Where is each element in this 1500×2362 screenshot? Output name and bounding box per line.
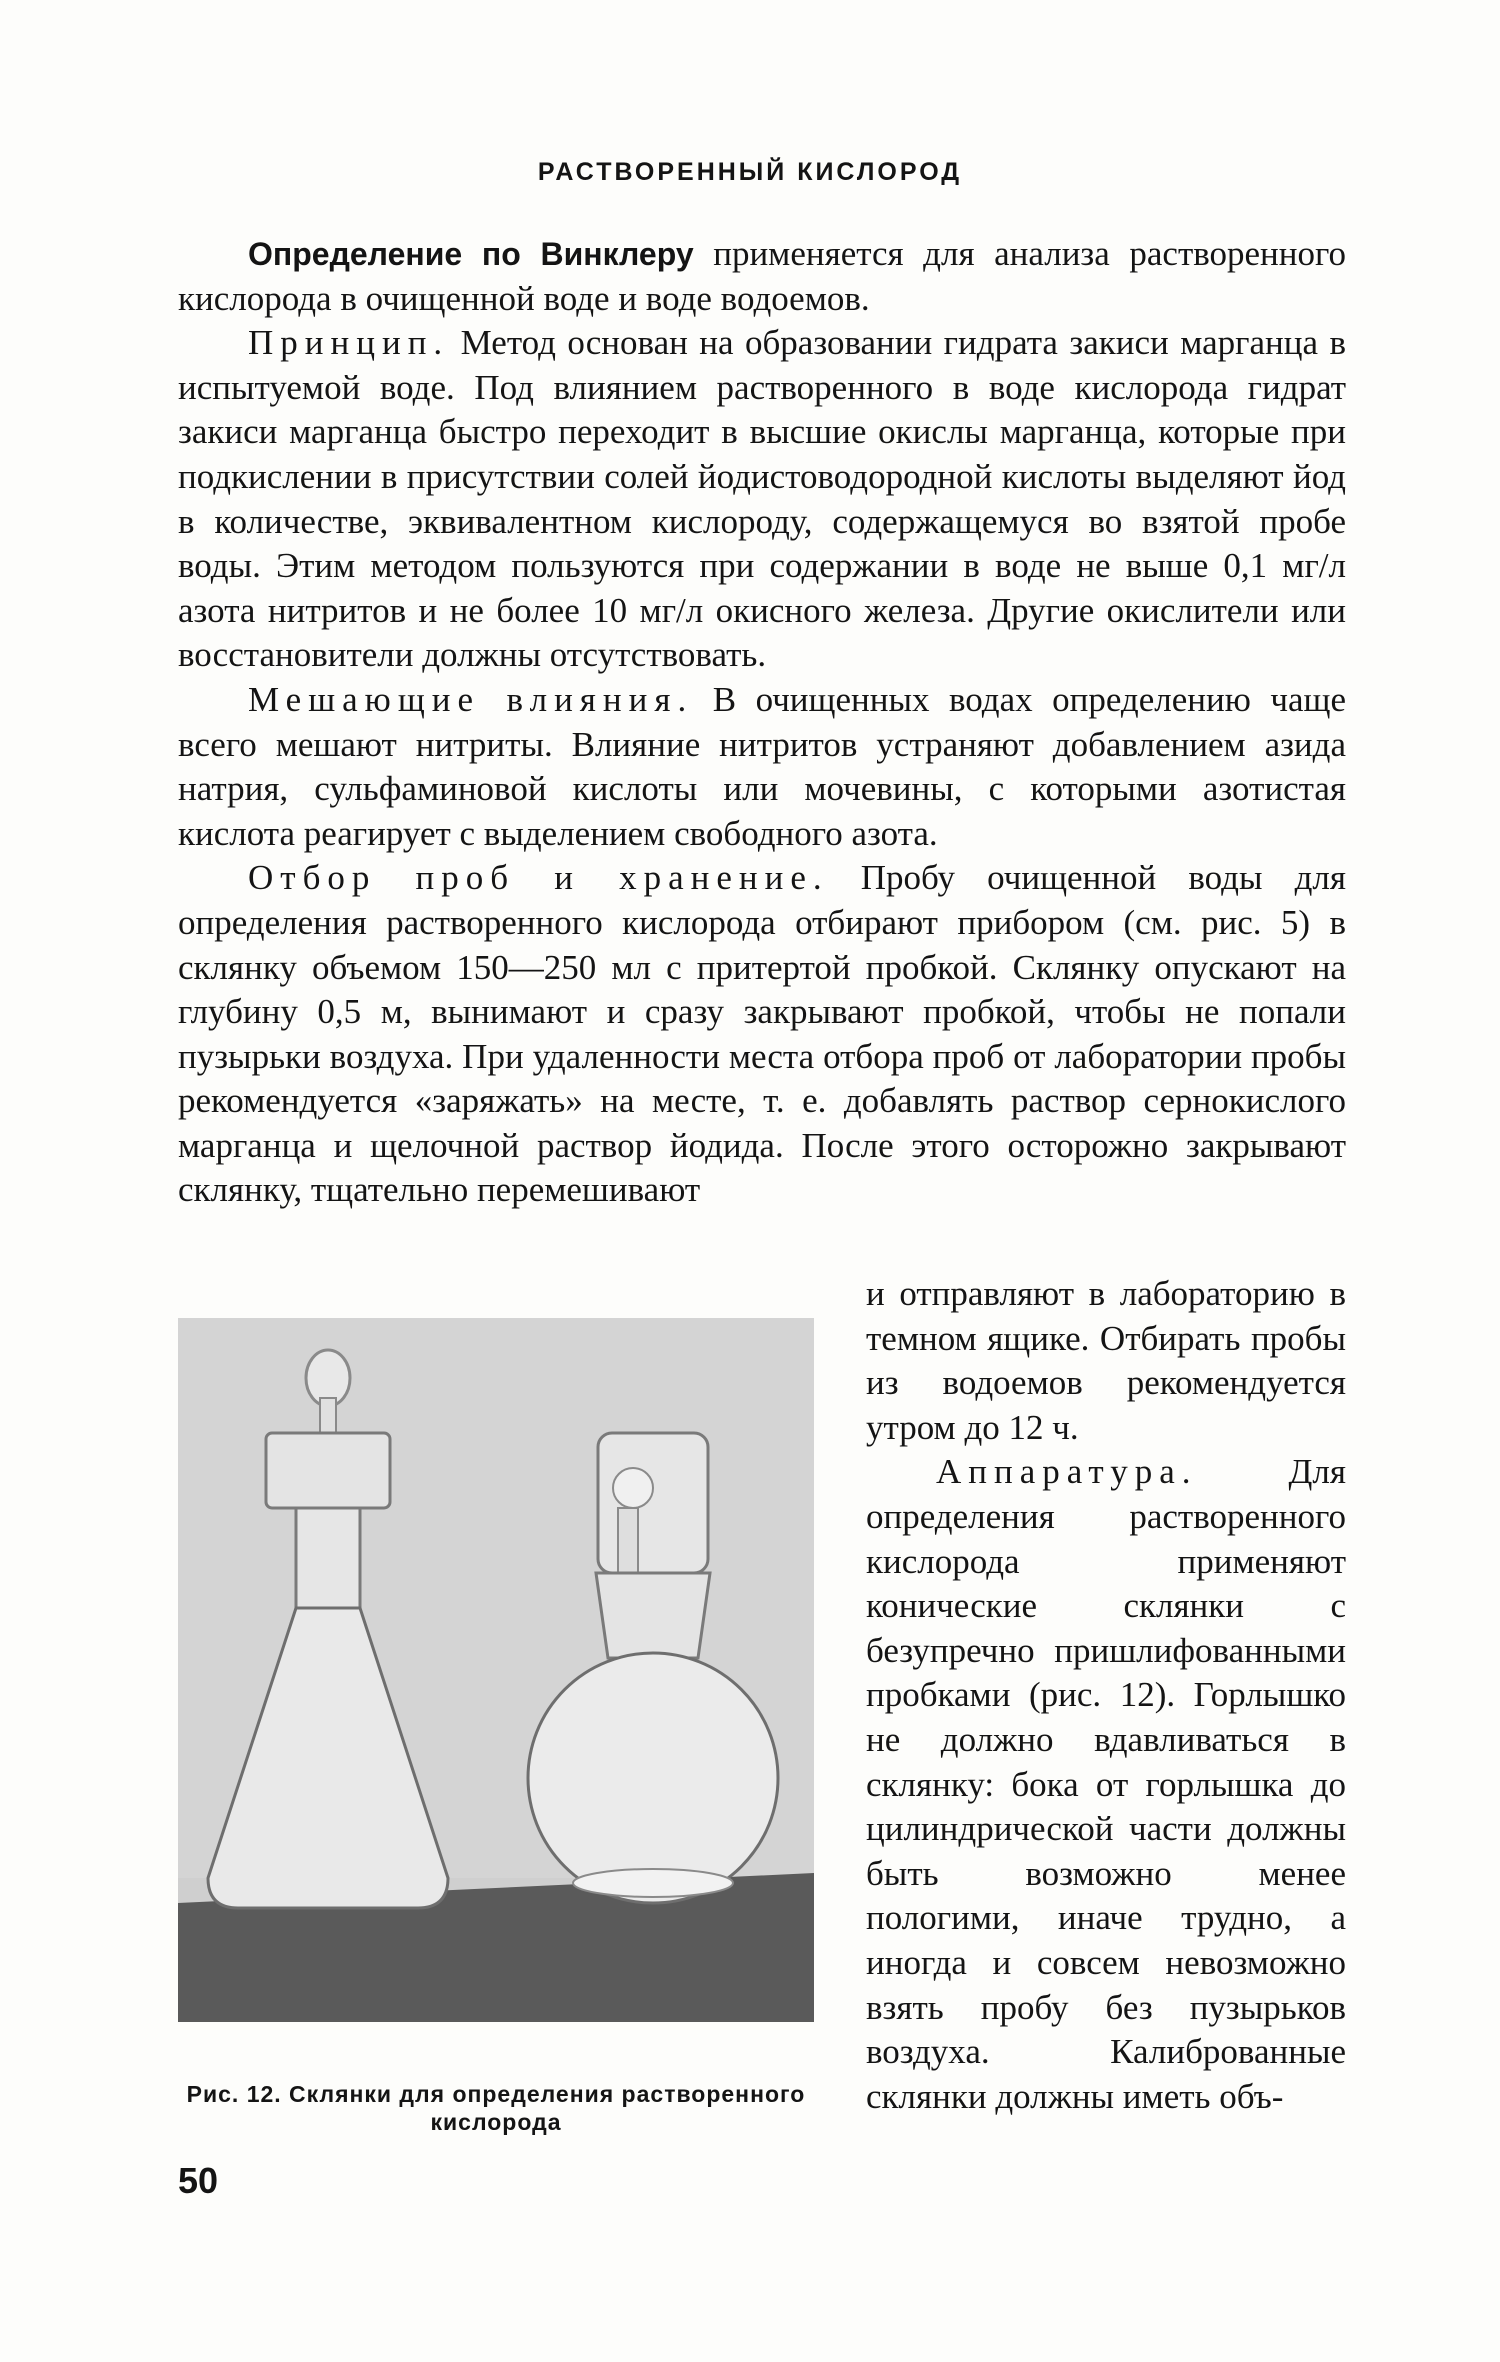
paragraph-interference [178, 678, 1346, 856]
paragraph-intro [178, 232, 1346, 321]
sampling-lead: Отбор проб и хранение. [248, 858, 829, 898]
paragraph-sampling [178, 856, 1346, 1213]
flasks-illustration [178, 1318, 814, 2022]
apparatus-text: Для определения растворенного кислорода применяют конические склянки с безупречно пришлифованными пробками (рис. 12). Горлышко не должно вдавливаться в склянку: бока от горлышка до цилиндрической части должны быть возможно менее пологими, иначе трудно, а иногда и совсем невозможно взять пробу без пузырьков воздуха. Калиброванные склянки должны иметь объ- [866, 1452, 1346, 2116]
principle-lead: Принцип. [248, 323, 450, 363]
figure-caption: Рис. 12. Склянки для определения растворенного кислорода [186, 2081, 806, 2135]
interference-text: В очищенных водах определению чаще всего мешают нитриты. Влияние нитритов устраняют добавлением азида натрия, сульфаминовой кислоты или мочевины, с которыми азотистая кислота реагирует с выделением свободного азота. [178, 679, 1347, 853]
sampling-continued: и отправляют в лабораторию в темном ящике. Отбирать пробы из водоемов рекомендуется утром до 12 ч. [866, 1274, 1346, 1447]
interference-lead: Мешающие влияния. [248, 679, 694, 719]
sampling-text: Пробу очищенной воды для определения растворенного кислорода отбирают прибором (см. рис. 5) в склянку объемом 150—250 мл с притертой пробкой. Склянку опускают на глубину 0,5 м, вынимают и сразу закрывают пробкой, чтобы не попали пузырьки воздуха. При удаленности места отбора проб от лаборатории пробы рекомендуется «заряжать» на месте, т. е. добавлять раствор сернокислого марганца и щелочной раствор йодида. После этого осторожно закрывают склянку, тщательно перемешивают [178, 858, 1346, 1210]
intro-lead: Определение по Винклеру [248, 236, 694, 272]
page-number: 50 [178, 2160, 219, 2201]
paragraph-principle [178, 321, 1346, 678]
intro-text: применяется для анализа растворенного кислорода в очищенной воде и воде водоемов. [178, 234, 1347, 318]
principle-text: Метод основан на образовании гидрата закиси марганца в испытуемой воде. Под влиянием растворенного в воде кислорода гидрат закиси марганца быстро переходит в высшие окислы марганца, которые при подкислении в присутствии солей йодистоводородной кислоты выделяют йод в количестве, эквивалентном кислороду, содержащемуся во взятой пробе воды. Этим методом пользуются при содержании в воде не выше 0,1 мг/л азота нитритов и не более 10 мг/л окисного железа. Другие окислители или восстановители должны отсутствовать. [178, 323, 1346, 675]
apparatus-lead: Аппаратура. [936, 1452, 1198, 1492]
figure-photo [178, 1318, 814, 2022]
page-heading: РАСТВОРЕННЫЙ КИСЛОРОД [537, 158, 963, 186]
paragraph-apparatus [866, 1450, 1346, 2119]
main-text [178, 232, 1346, 1213]
wrapped-column [866, 1272, 1346, 2119]
